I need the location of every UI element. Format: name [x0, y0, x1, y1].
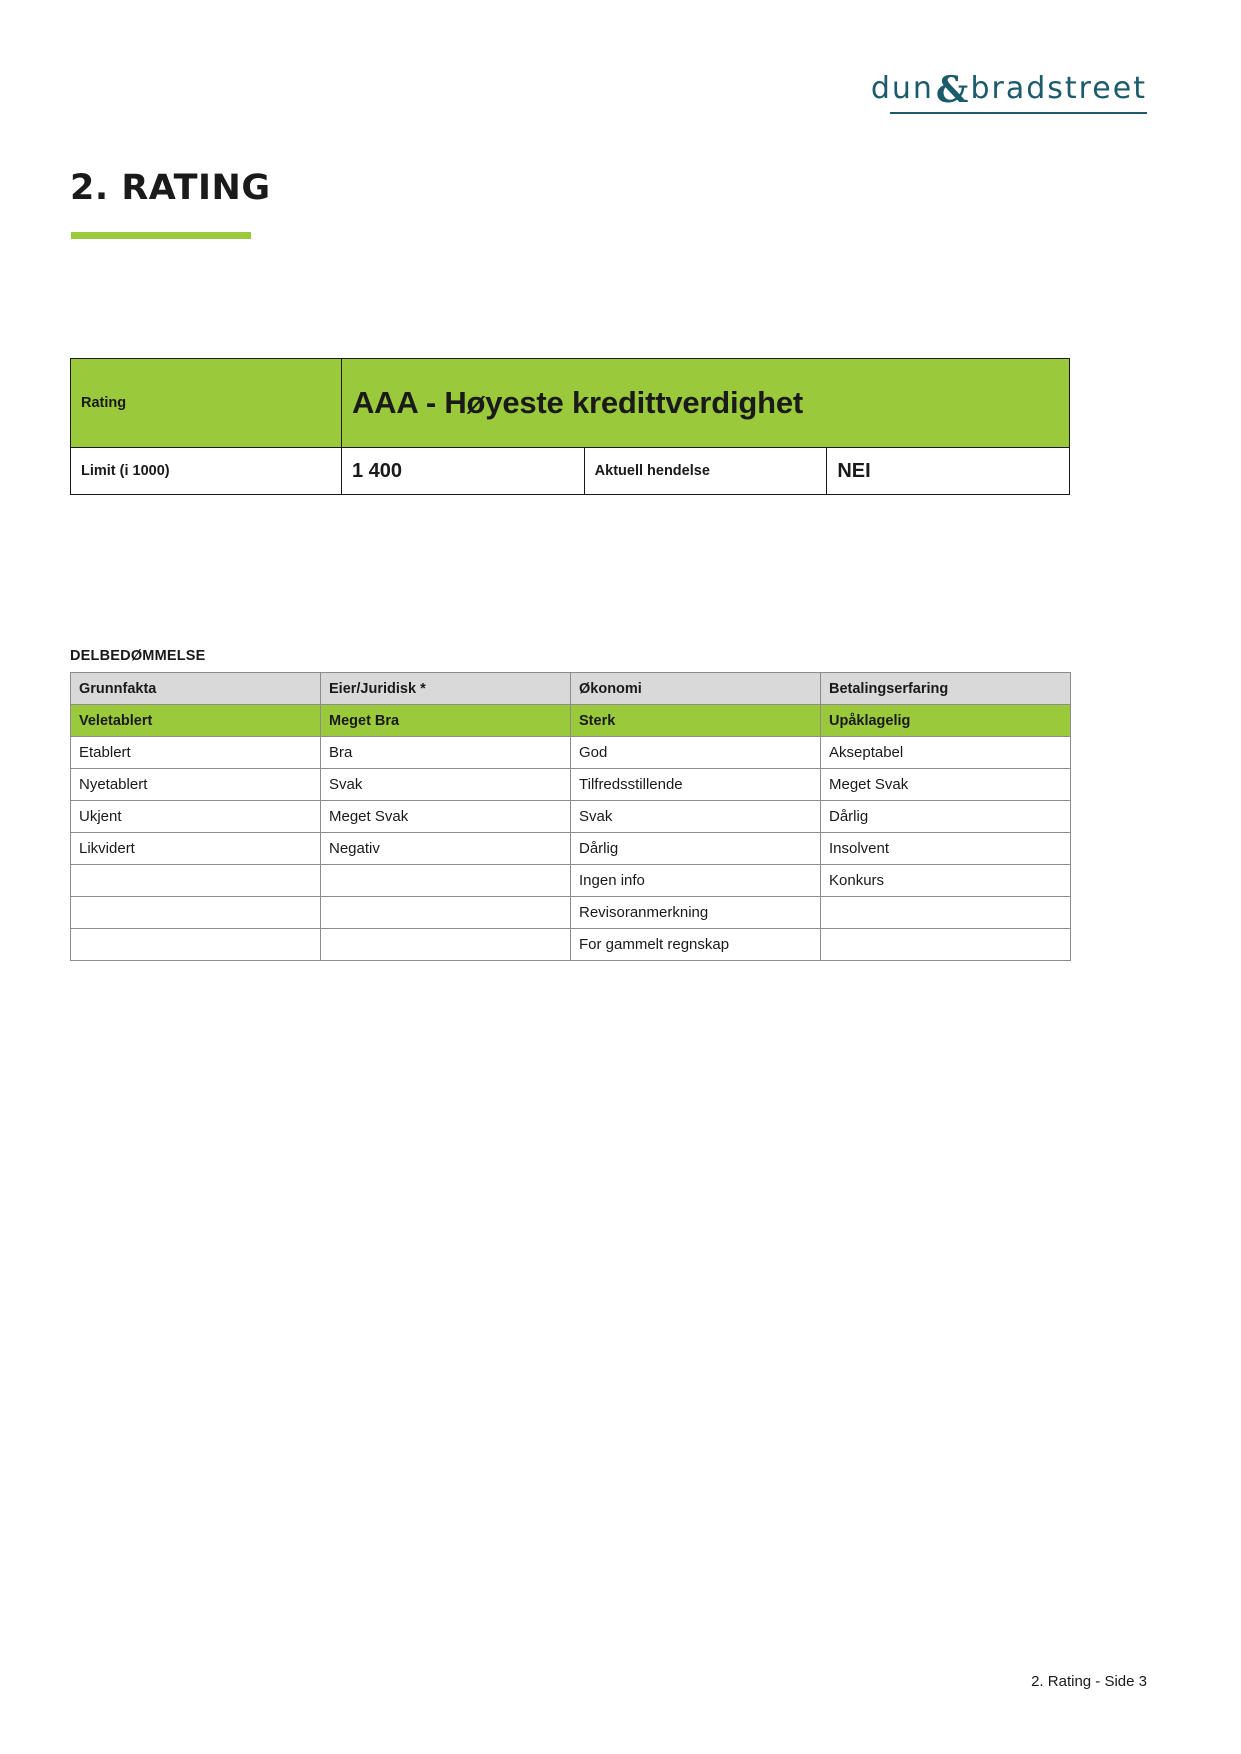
grades-cell: Upåklagelig: [821, 705, 1071, 737]
logo-text-bradstreet: bradstreet: [970, 71, 1147, 107]
grades-row: [71, 897, 1071, 929]
grades-cell: Meget Svak: [321, 801, 571, 833]
logo-text-dun: dun: [870, 71, 934, 107]
grades-cell: Sterk: [571, 705, 821, 737]
grades-cell: Bra: [321, 737, 571, 769]
title-accent-bar: [71, 232, 251, 239]
grades-cell: Akseptabel: [821, 737, 1071, 769]
section-label-delbedommelse: DELBEDØMMELSE: [70, 648, 206, 664]
logo-ampersand-icon: &: [935, 69, 969, 111]
grades-row-selected: [71, 705, 1071, 737]
rating-summary-row-main: [71, 359, 1070, 448]
grades-cell: Meget Bra: [321, 705, 571, 737]
grades-header-row: [71, 673, 1071, 705]
grades-cell: Revisoranmerkning: [571, 897, 821, 929]
grades-cell: [71, 929, 321, 961]
grades-cell: [321, 897, 571, 929]
grades-row: [71, 737, 1071, 769]
grades-cell: [321, 865, 571, 897]
grades-cell: Insolvent: [821, 833, 1071, 865]
grades-cell: Ukjent: [71, 801, 321, 833]
grades-cell: Negativ: [321, 833, 571, 865]
limit-value-cell: 1 400: [342, 448, 585, 495]
grades-row: [71, 865, 1071, 897]
grades-cell: Svak: [321, 769, 571, 801]
grades-row: [71, 929, 1071, 961]
page-title: 2. RATING: [70, 168, 271, 208]
grades-cell: Tilfredsstillende: [571, 769, 821, 801]
rating-value-cell: AAA - Høyeste kredittverdighet: [342, 359, 1070, 448]
grades-cell: Likvidert: [71, 833, 321, 865]
brand-logo: [870, 69, 1147, 111]
grades-cell: God: [571, 737, 821, 769]
grades-cell: [71, 865, 321, 897]
grades-row: [71, 801, 1071, 833]
grades-cell: Ingen info: [571, 865, 821, 897]
grades-header-cell: Grunnfakta: [71, 673, 321, 705]
event-label-cell: Aktuell hendelse: [584, 448, 827, 495]
grades-cell: Nyetablert: [71, 769, 321, 801]
limit-label-cell: Limit (i 1000): [71, 448, 342, 495]
rating-label-cell: Rating: [71, 359, 342, 448]
grades-header-cell: Betalingserfaring: [821, 673, 1071, 705]
grades-header-cell: Eier/Juridisk *: [321, 673, 571, 705]
grades-cell: [821, 897, 1071, 929]
grades-cell: For gammelt regnskap: [571, 929, 821, 961]
page-footer: 2. Rating - Side 3: [1031, 1673, 1147, 1690]
grades-cell: [821, 929, 1071, 961]
grades-cell: Meget Svak: [821, 769, 1071, 801]
grades-cell: Dårlig: [571, 833, 821, 865]
grades-row: [71, 833, 1071, 865]
grades-table: [70, 672, 1071, 961]
grades-cell: Konkurs: [821, 865, 1071, 897]
grades-cell: [321, 929, 571, 961]
grades-cell: Dårlig: [821, 801, 1071, 833]
logo-underline-divider: [890, 112, 1147, 114]
rating-summary-table: [70, 358, 1070, 495]
event-value-cell: NEI: [827, 448, 1070, 495]
grades-cell: Etablert: [71, 737, 321, 769]
grades-cell: Svak: [571, 801, 821, 833]
grades-row: [71, 769, 1071, 801]
grades-cell: [71, 897, 321, 929]
grades-header-cell: Økonomi: [571, 673, 821, 705]
rating-summary-row-details: [71, 448, 1070, 495]
grades-cell: Veletablert: [71, 705, 321, 737]
